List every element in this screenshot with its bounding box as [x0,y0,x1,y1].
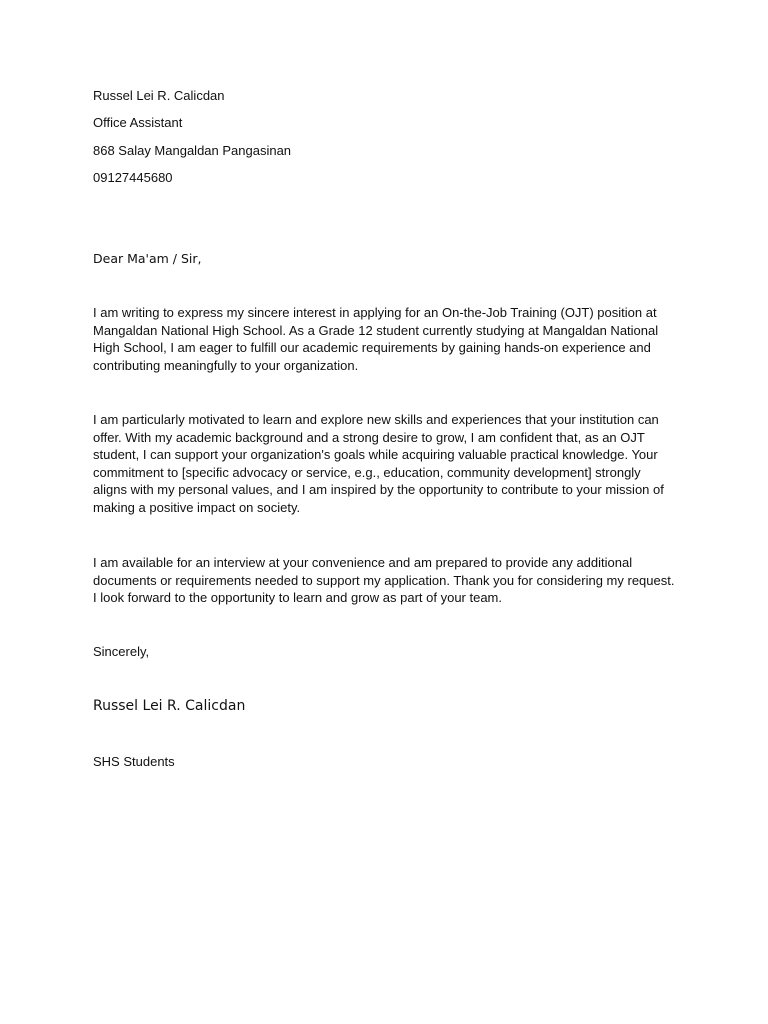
sender-phone: 09127445680 [93,170,173,185]
sender-address: 868 Salay Mangaldan Pangasinan [93,143,292,158]
sender-name: Russel Lei R. Calicdan [93,88,225,103]
signature-title: SHS Students [93,754,175,769]
sender-position: Office Assistant [93,115,183,130]
signature-name: Russel Lei R. Calicdan [93,698,246,714]
body-paragraph-2: I am particularly motivated to learn and explore new skills and experiences that your institution can offer. With my academic background and a strong desire to grow, I am confident that, as an OJT student, I can support your organization's goals while acquiring valuable practical knowledge. Your commitment to [specific advocacy or service, e.g., education, community development] strongly aligns with my personal values, and I am inspired by the opportunity to contribute to your mission of making a positive impact on society. [93,412,664,515]
closing: Sincerely, [93,644,150,659]
body-paragraph-3: I am available for an interview at your convenience and am prepared to provide any additional documents or requirements needed to support my application. Thank you for considering my request. I look forward to the opportunity to learn and grow as part of your team. [93,555,675,605]
body-paragraph-1: I am writing to express my sincere interest in applying for an On-the-Job Training (OJT) position at Mangaldan National High School. As a Grade 12 student currently studying at Mangaldan National High School, I am eager to fulfill our academic requirements by gaining hands-on experience and contributing meaningfully to your organization. [93,305,659,373]
salutation: Dear Ma'am / Sir, [93,251,202,266]
